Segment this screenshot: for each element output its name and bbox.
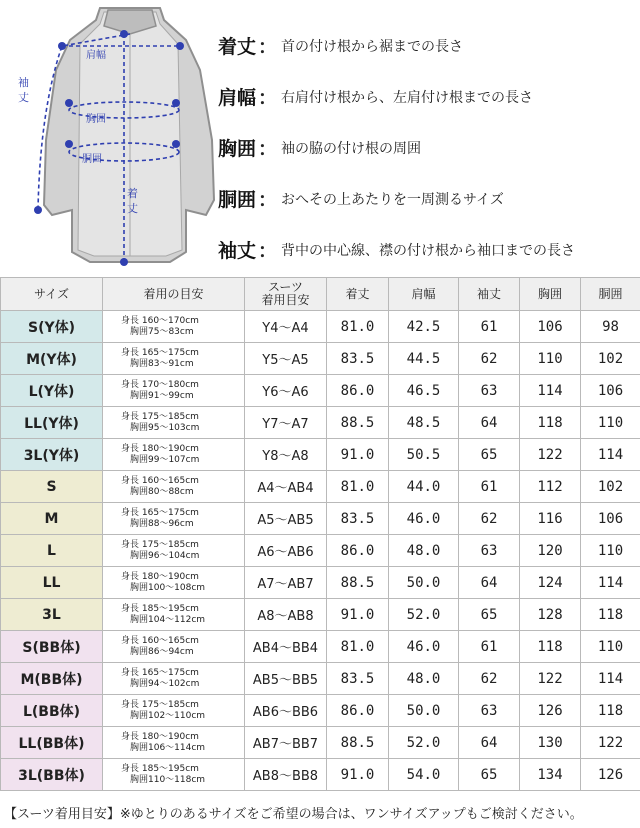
cell-chest: 112 bbox=[520, 471, 581, 503]
cell-sleeve: 63 bbox=[459, 375, 520, 407]
cell-length: 83.5 bbox=[327, 503, 389, 535]
cell-waist: 126 bbox=[581, 759, 640, 791]
length-label-2: 丈 bbox=[127, 202, 138, 215]
cell-chest: 134 bbox=[520, 759, 581, 791]
cell-shoulder: 52.0 bbox=[389, 727, 459, 759]
cell-chest: 128 bbox=[520, 599, 581, 631]
header-guide: 着用の目安 bbox=[103, 278, 245, 311]
length-top-dot bbox=[120, 30, 128, 38]
cell-length: 91.0 bbox=[327, 599, 389, 631]
cell-shoulder: 48.5 bbox=[389, 407, 459, 439]
cell-shoulder: 44.5 bbox=[389, 343, 459, 375]
table-row bbox=[1, 311, 640, 343]
cell-guide bbox=[103, 407, 245, 439]
cell-guide bbox=[103, 567, 245, 599]
cell-guide bbox=[103, 727, 245, 759]
definition-colon: ： bbox=[258, 240, 278, 262]
cell-size: M(Y体) bbox=[1, 343, 103, 375]
cell-guide-bust: 胸囲91～99cm bbox=[130, 390, 194, 401]
cell-sleeve: 65 bbox=[459, 599, 520, 631]
coat-measurement-diagram bbox=[0, 0, 215, 276]
cell-shoulder: 50.5 bbox=[389, 439, 459, 471]
cell-shoulder: 54.0 bbox=[389, 759, 459, 791]
cell-length: 83.5 bbox=[327, 343, 389, 375]
cell-waist: 122 bbox=[581, 727, 640, 759]
waist-left-dot bbox=[65, 140, 73, 148]
cell-chest: 106 bbox=[520, 311, 581, 343]
cell-shoulder: 42.5 bbox=[389, 311, 459, 343]
table-row bbox=[1, 727, 640, 759]
cell-sleeve: 64 bbox=[459, 407, 520, 439]
cell-sleeve: 62 bbox=[459, 343, 520, 375]
cell-guide bbox=[103, 471, 245, 503]
cell-guide-height: 身長 175～185cm bbox=[121, 411, 199, 422]
cell-guide-bust: 胸囲104～112cm bbox=[130, 614, 206, 625]
definition-term: 着丈 bbox=[218, 36, 257, 58]
definition-term: 胸囲 bbox=[218, 138, 257, 160]
table-header-row bbox=[1, 278, 640, 311]
cell-suit: A6～AB6 bbox=[245, 535, 327, 567]
length-label-1: 着 bbox=[127, 187, 138, 200]
table-row bbox=[1, 535, 640, 567]
definition-chest bbox=[218, 122, 640, 173]
waist-right-dot bbox=[172, 140, 180, 148]
cell-suit: AB7～BB7 bbox=[245, 727, 327, 759]
cell-sleeve: 64 bbox=[459, 567, 520, 599]
cell-waist: 102 bbox=[581, 343, 640, 375]
definition-term: 胴囲 bbox=[218, 189, 257, 211]
cell-guide-bust: 胸囲96～104cm bbox=[130, 550, 200, 561]
cell-guide-bust: 胸囲80～88cm bbox=[130, 486, 194, 497]
cell-guide-bust: 胸囲106～114cm bbox=[130, 742, 206, 753]
cell-suit: AB6～BB6 bbox=[245, 695, 327, 727]
cell-size: 3L(BB体) bbox=[1, 759, 103, 791]
cell-guide-height: 身長 170～180cm bbox=[121, 379, 199, 390]
cell-waist: 114 bbox=[581, 567, 640, 599]
cell-guide-height: 身長 165～175cm bbox=[121, 667, 199, 678]
definition-text: 袖の脇の付け根の周囲 bbox=[281, 140, 422, 157]
cell-guide-height: 身長 180～190cm bbox=[121, 443, 199, 454]
cell-length: 88.5 bbox=[327, 407, 389, 439]
table-row bbox=[1, 663, 640, 695]
cell-sleeve: 62 bbox=[459, 663, 520, 695]
cell-suit: A7～AB7 bbox=[245, 567, 327, 599]
cell-suit: Y4～A4 bbox=[245, 311, 327, 343]
cell-guide bbox=[103, 375, 245, 407]
cell-chest: 122 bbox=[520, 663, 581, 695]
cell-guide bbox=[103, 503, 245, 535]
cell-shoulder: 50.0 bbox=[389, 567, 459, 599]
cell-length: 86.0 bbox=[327, 375, 389, 407]
cell-chest: 122 bbox=[520, 439, 581, 471]
cell-size: S(BB体) bbox=[1, 631, 103, 663]
table-row bbox=[1, 407, 640, 439]
header-sleeve: 袖丈 bbox=[459, 278, 520, 311]
chest-left-dot bbox=[65, 99, 73, 107]
cell-suit: Y5～A5 bbox=[245, 343, 327, 375]
cell-waist: 114 bbox=[581, 439, 640, 471]
cell-guide bbox=[103, 599, 245, 631]
cell-chest: 118 bbox=[520, 631, 581, 663]
definition-term: 肩幅 bbox=[218, 87, 257, 109]
cell-size: L(Y体) bbox=[1, 375, 103, 407]
cell-length: 81.0 bbox=[327, 631, 389, 663]
cell-sleeve: 64 bbox=[459, 727, 520, 759]
cell-guide-bust: 胸囲94～102cm bbox=[130, 678, 200, 689]
size-rows bbox=[1, 311, 640, 791]
table-row bbox=[1, 503, 640, 535]
cell-shoulder: 46.0 bbox=[389, 503, 459, 535]
cell-sleeve: 65 bbox=[459, 439, 520, 471]
cell-guide-bust: 胸囲99～107cm bbox=[130, 454, 200, 465]
definition-waist bbox=[218, 173, 640, 224]
cell-guide bbox=[103, 439, 245, 471]
chest-right-dot bbox=[172, 99, 180, 107]
cell-shoulder: 44.0 bbox=[389, 471, 459, 503]
cell-guide-bust: 胸囲86～94cm bbox=[130, 646, 194, 657]
cell-guide-height: 身長 165～175cm bbox=[121, 347, 199, 358]
cell-guide-bust: 胸囲75～83cm bbox=[130, 326, 194, 337]
cell-size: S bbox=[1, 471, 103, 503]
cell-chest: 118 bbox=[520, 407, 581, 439]
cell-shoulder: 52.0 bbox=[389, 599, 459, 631]
cell-size: LL(BB体) bbox=[1, 727, 103, 759]
cell-guide-height: 身長 165～175cm bbox=[121, 507, 199, 518]
cell-length: 83.5 bbox=[327, 663, 389, 695]
cell-sleeve: 61 bbox=[459, 471, 520, 503]
cell-waist: 110 bbox=[581, 407, 640, 439]
cell-waist: 98 bbox=[581, 311, 640, 343]
cell-waist: 106 bbox=[581, 503, 640, 535]
definition-sleeve bbox=[218, 224, 640, 275]
sleeve-end-dot bbox=[34, 206, 42, 214]
definition-term: 袖丈 bbox=[218, 240, 257, 262]
cell-length: 86.0 bbox=[327, 695, 389, 727]
table-row bbox=[1, 631, 640, 663]
cell-guide-bust: 胸囲102～110cm bbox=[130, 710, 206, 721]
cell-guide-bust: 胸囲95～103cm bbox=[130, 422, 200, 433]
cell-chest: 126 bbox=[520, 695, 581, 727]
cell-waist: 110 bbox=[581, 631, 640, 663]
cell-guide bbox=[103, 759, 245, 791]
cell-sleeve: 61 bbox=[459, 311, 520, 343]
cell-chest: 116 bbox=[520, 503, 581, 535]
cell-guide bbox=[103, 311, 245, 343]
cell-guide-height: 身長 175～185cm bbox=[121, 699, 199, 710]
cell-length: 86.0 bbox=[327, 535, 389, 567]
cell-chest: 120 bbox=[520, 535, 581, 567]
table-row bbox=[1, 471, 640, 503]
cell-waist: 114 bbox=[581, 663, 640, 695]
cell-guide-bust: 胸囲100～108cm bbox=[130, 582, 206, 593]
cell-shoulder: 46.5 bbox=[389, 375, 459, 407]
header-chest: 胸囲 bbox=[520, 278, 581, 311]
cell-sleeve: 61 bbox=[459, 631, 520, 663]
definition-text: おへその上あたりを一周測るサイズ bbox=[281, 191, 504, 208]
measurement-definitions bbox=[218, 20, 640, 275]
cell-waist: 102 bbox=[581, 471, 640, 503]
cell-size: M(BB体) bbox=[1, 663, 103, 695]
header-suit-line-1: スーツ bbox=[268, 280, 303, 294]
cell-length: 88.5 bbox=[327, 727, 389, 759]
waist-label: 胴囲 bbox=[82, 154, 102, 165]
cell-guide-height: 身長 160～165cm bbox=[121, 635, 199, 646]
cell-suit: Y8～A8 bbox=[245, 439, 327, 471]
cell-suit: Y6～A6 bbox=[245, 375, 327, 407]
cell-suit: A5～AB5 bbox=[245, 503, 327, 535]
length-bottom-dot bbox=[120, 258, 128, 266]
cell-sleeve: 62 bbox=[459, 503, 520, 535]
cell-guide-height: 身長 175～185cm bbox=[121, 539, 199, 550]
cell-suit: Y7～A7 bbox=[245, 407, 327, 439]
definition-colon: ： bbox=[258, 138, 278, 160]
cell-size: L bbox=[1, 535, 103, 567]
cell-size: L(BB体) bbox=[1, 695, 103, 727]
footer-note: 【スーツ着用目安】※ゆとりのあるサイズをご希望の場合は、ワンサイズアップもご検討ください。 bbox=[4, 807, 583, 822]
header-suit-line-2: 着用目安 bbox=[261, 293, 310, 307]
cell-chest: 110 bbox=[520, 343, 581, 375]
cell-waist: 118 bbox=[581, 599, 640, 631]
cell-size: LL(Y体) bbox=[1, 407, 103, 439]
cell-chest: 130 bbox=[520, 727, 581, 759]
definition-text: 首の付け根から裾までの長さ bbox=[281, 38, 464, 55]
cell-suit: A8～AB8 bbox=[245, 599, 327, 631]
cell-size: 3L(Y体) bbox=[1, 439, 103, 471]
cell-guide bbox=[103, 343, 245, 375]
cell-sleeve: 63 bbox=[459, 695, 520, 727]
cell-suit: AB5～BB5 bbox=[245, 663, 327, 695]
cell-suit: A4～AB4 bbox=[245, 471, 327, 503]
definition-length bbox=[218, 20, 640, 71]
cell-length: 91.0 bbox=[327, 759, 389, 791]
cell-shoulder: 48.0 bbox=[389, 535, 459, 567]
table-row bbox=[1, 375, 640, 407]
cell-sleeve: 65 bbox=[459, 759, 520, 791]
table-row bbox=[1, 759, 640, 791]
cell-guide-bust: 胸囲83～91cm bbox=[130, 358, 194, 369]
header-waist: 胴囲 bbox=[581, 278, 640, 311]
cell-guide-bust: 胸囲110～118cm bbox=[130, 774, 206, 785]
definition-text: 背中の中心線、襟の付け根から袖口までの長さ bbox=[281, 242, 576, 259]
cell-size: 3L bbox=[1, 599, 103, 631]
cell-size: LL bbox=[1, 567, 103, 599]
header-shoulder: 肩幅 bbox=[389, 278, 459, 311]
cell-suit: AB8～BB8 bbox=[245, 759, 327, 791]
header-length: 着丈 bbox=[327, 278, 389, 311]
cell-guide-height: 身長 185～195cm bbox=[121, 763, 199, 774]
cell-waist: 106 bbox=[581, 375, 640, 407]
definition-colon: ： bbox=[258, 36, 278, 58]
sleeve-label-2: 丈 bbox=[18, 91, 29, 104]
table-row bbox=[1, 439, 640, 471]
cell-length: 81.0 bbox=[327, 471, 389, 503]
cell-size: S(Y体) bbox=[1, 311, 103, 343]
cell-length: 81.0 bbox=[327, 311, 389, 343]
cell-chest: 124 bbox=[520, 567, 581, 599]
cell-shoulder: 50.0 bbox=[389, 695, 459, 727]
cell-shoulder: 48.0 bbox=[389, 663, 459, 695]
cell-chest: 114 bbox=[520, 375, 581, 407]
cell-guide bbox=[103, 535, 245, 567]
cell-sleeve: 63 bbox=[459, 535, 520, 567]
cell-guide bbox=[103, 663, 245, 695]
shoulder-label: 肩幅 bbox=[86, 50, 106, 61]
definition-shoulder bbox=[218, 71, 640, 122]
cell-guide-height: 身長 185～195cm bbox=[121, 603, 199, 614]
chest-label: 胸囲 bbox=[86, 114, 106, 125]
cell-waist: 118 bbox=[581, 695, 640, 727]
cell-guide-bust: 胸囲88～96cm bbox=[130, 518, 194, 529]
cell-shoulder: 46.0 bbox=[389, 631, 459, 663]
definition-text: 右肩付け根から、左肩付け根までの長さ bbox=[281, 89, 534, 106]
cell-size: M bbox=[1, 503, 103, 535]
header-size: サイズ bbox=[1, 278, 103, 311]
size-chart-table bbox=[0, 277, 640, 791]
sleeve-label-1: 袖 bbox=[18, 76, 29, 89]
table-row bbox=[1, 343, 640, 375]
cell-guide-height: 身長 160～165cm bbox=[121, 475, 199, 486]
definition-colon: ： bbox=[258, 87, 278, 109]
cell-length: 88.5 bbox=[327, 567, 389, 599]
table-row bbox=[1, 695, 640, 727]
measurement-guide bbox=[0, 0, 640, 276]
definition-colon: ： bbox=[258, 189, 278, 211]
table-row bbox=[1, 599, 640, 631]
cell-guide bbox=[103, 695, 245, 727]
shoulder-right-dot bbox=[176, 42, 184, 50]
cell-length: 91.0 bbox=[327, 439, 389, 471]
cell-guide-height: 身長 180～190cm bbox=[121, 571, 199, 582]
cell-guide-height: 身長 160～170cm bbox=[121, 315, 199, 326]
cell-guide bbox=[103, 631, 245, 663]
cell-guide-height: 身長 180～190cm bbox=[121, 731, 199, 742]
header-suit bbox=[245, 278, 327, 311]
cell-suit: AB4～BB4 bbox=[245, 631, 327, 663]
cell-waist: 110 bbox=[581, 535, 640, 567]
table-row bbox=[1, 567, 640, 599]
